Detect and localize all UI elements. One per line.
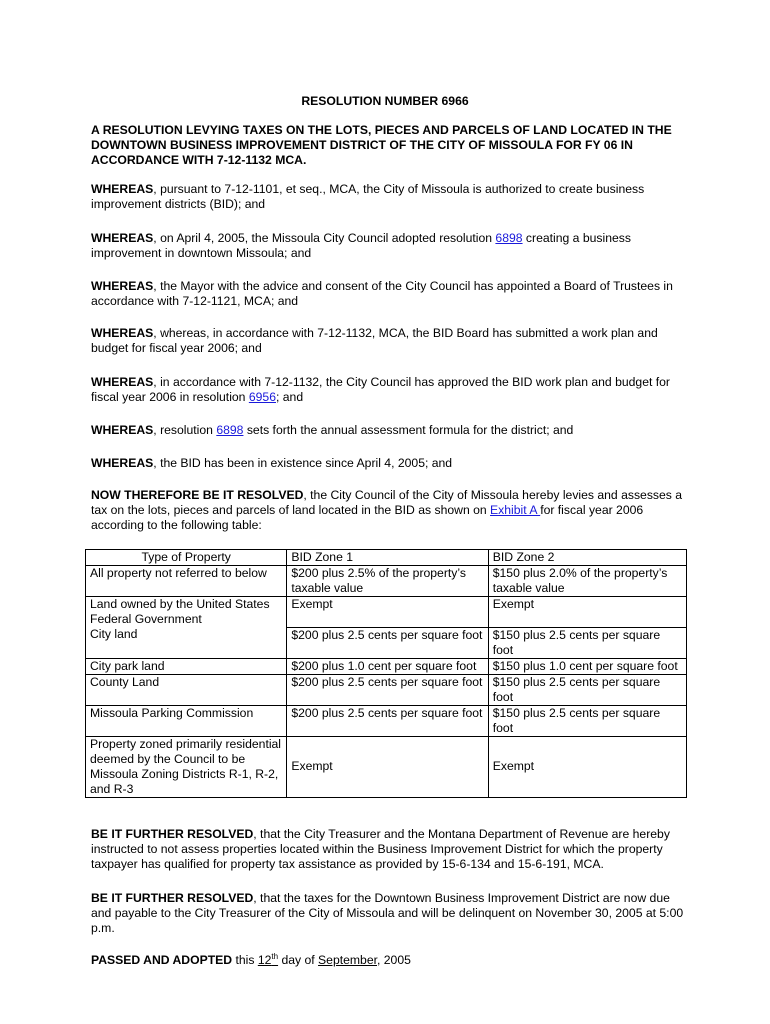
table-cell: Exempt: [287, 736, 488, 797]
table-row: [86, 597, 687, 628]
table-row: [86, 627, 687, 658]
table-cell: $200 plus 2.5 cents per square foot: [287, 674, 488, 705]
table-cell: $200 plus 2.5% of the property’s taxable value: [287, 566, 488, 597]
table-row: [86, 705, 687, 736]
table-header-cell: Type of Property: [86, 550, 287, 566]
whereas-paragraph-6: WHEREAS, resolution 6898 sets forth the annual assessment formula for the district; and: [91, 423, 574, 437]
further-resolved-paragraph-2: BE IT FURTHER RESOLVED, that the taxes for the Downtown Business Improvement District are now due and payable to the City Treasurer of the City of Missoula and will be delinquent on November 30, 2005 at 5:00 p.m.: [91, 891, 684, 935]
table-header-cell: BID Zone 2: [488, 550, 686, 566]
whereas-paragraph-7: WHEREAS, the BID has been in existence since April 4, 2005; and: [91, 456, 453, 470]
resolution-title: RESOLUTION NUMBER 6966: [301, 94, 469, 108]
table-cell: $150 plus 2.5 cents per square foot: [488, 627, 686, 658]
whereas-paragraph-2: WHEREAS, on April 4, 2005, the Missoula City Council adopted resolution 6898 creating a business improvement in downtown Missoula; and: [91, 231, 631, 260]
table-cell: City park land: [86, 658, 287, 674]
resolution-6898-link[interactable]: 6898: [495, 231, 523, 245]
table-cell: All property not referred to below: [86, 566, 287, 597]
table-cell: Land owned by the United States Federal Government: [86, 597, 287, 628]
table-cell: Property zoned primarily residential deemed by the Council to be Missoula Zoning Districts R-1, R-2, and R-3: [86, 736, 287, 797]
table-header-cell: BID Zone 1: [287, 550, 488, 566]
table-header-row: [86, 550, 687, 566]
passed-month: September: [318, 953, 377, 967]
tax-levy-table: [85, 549, 687, 798]
whereas-paragraph-3: WHEREAS, the Mayor with the advice and consent of the City Council has appointed a Board of Trustees in accordance with 7-12-1121, MCA; and: [91, 279, 673, 308]
table-cell: $150 plus 2.5 cents per square foot: [488, 705, 686, 736]
table-row: [86, 674, 687, 705]
table-cell: $200 plus 2.5 cents per square foot: [287, 705, 488, 736]
exhibit-a-link[interactable]: Exhibit A: [490, 503, 541, 517]
table-cell: Exempt: [488, 736, 686, 797]
passed-day: 12th: [257, 952, 279, 967]
table-cell: Exempt: [287, 597, 488, 628]
table-cell: $200 plus 1.0 cent per square foot: [287, 658, 488, 674]
whereas-paragraph-5: WHEREAS, in accordance with 7-12-1132, the City Council has approved the BID work plan and budget for fiscal year 2006 in resolution 6956; and: [91, 375, 670, 404]
table-cell: $150 plus 1.0 cent per square foot: [488, 658, 686, 674]
table-row: [86, 658, 687, 674]
table-cell: $150 plus 2.5 cents per square foot: [488, 674, 686, 705]
table-cell: $150 plus 2.0% of the property’s taxable value: [488, 566, 686, 597]
table-cell: $200 plus 2.5 cents per square foot: [287, 627, 488, 658]
resolution-6898-link[interactable]: 6898: [216, 423, 244, 437]
resolution-6956-link[interactable]: 6956: [248, 390, 276, 404]
table-row: [86, 736, 687, 797]
table-cell: City land: [86, 627, 287, 658]
whereas-paragraph-4: WHEREAS, whereas, in accordance with 7-12-1132, MCA, the BID Board has submitted a work plan and budget for fiscal year 2006; and: [91, 326, 658, 355]
table-cell: Missoula Parking Commission: [86, 705, 287, 736]
whereas-paragraph-1: WHEREAS, pursuant to 7-12-1101, et seq., MCA, the City of Missoula is authorized to create business improvement districts (BID); and: [91, 182, 645, 211]
table-row: [86, 566, 687, 597]
passed-and-adopted-line: PASSED AND ADOPTED this 12th day of September, 2005: [91, 952, 411, 967]
now-therefore-paragraph: NOW THEREFORE BE IT RESOLVED, the City Council of the City of Missoula hereby levies and assesses a tax on the lots, pieces and parcels of land located in the BID as shown on Exhibit A for fiscal year 2006 according to the following table:: [91, 488, 683, 532]
table-cell: County Land: [86, 674, 287, 705]
further-resolved-paragraph-1: BE IT FURTHER RESOLVED, that the City Treasurer and the Montana Department of Revenue are hereby instructed to not assess properties located within the Business Improvement District for which the property taxpayer has qualified for property tax assistance as provided by 15-6-134 and 15-6-191, MCA.: [91, 827, 670, 871]
table-cell: Exempt: [488, 597, 686, 628]
resolution-heading: A RESOLUTION LEVYING TAXES ON THE LOTS, PIECES AND PARCELS OF LAND LOCATED IN THE DOWNTOWN BUSINESS IMPROVEMENT DISTRICT OF THE CITY OF MISSOULA FOR FY 06 IN ACCORDANCE WITH 7-12-1132 MCA.: [91, 123, 672, 167]
